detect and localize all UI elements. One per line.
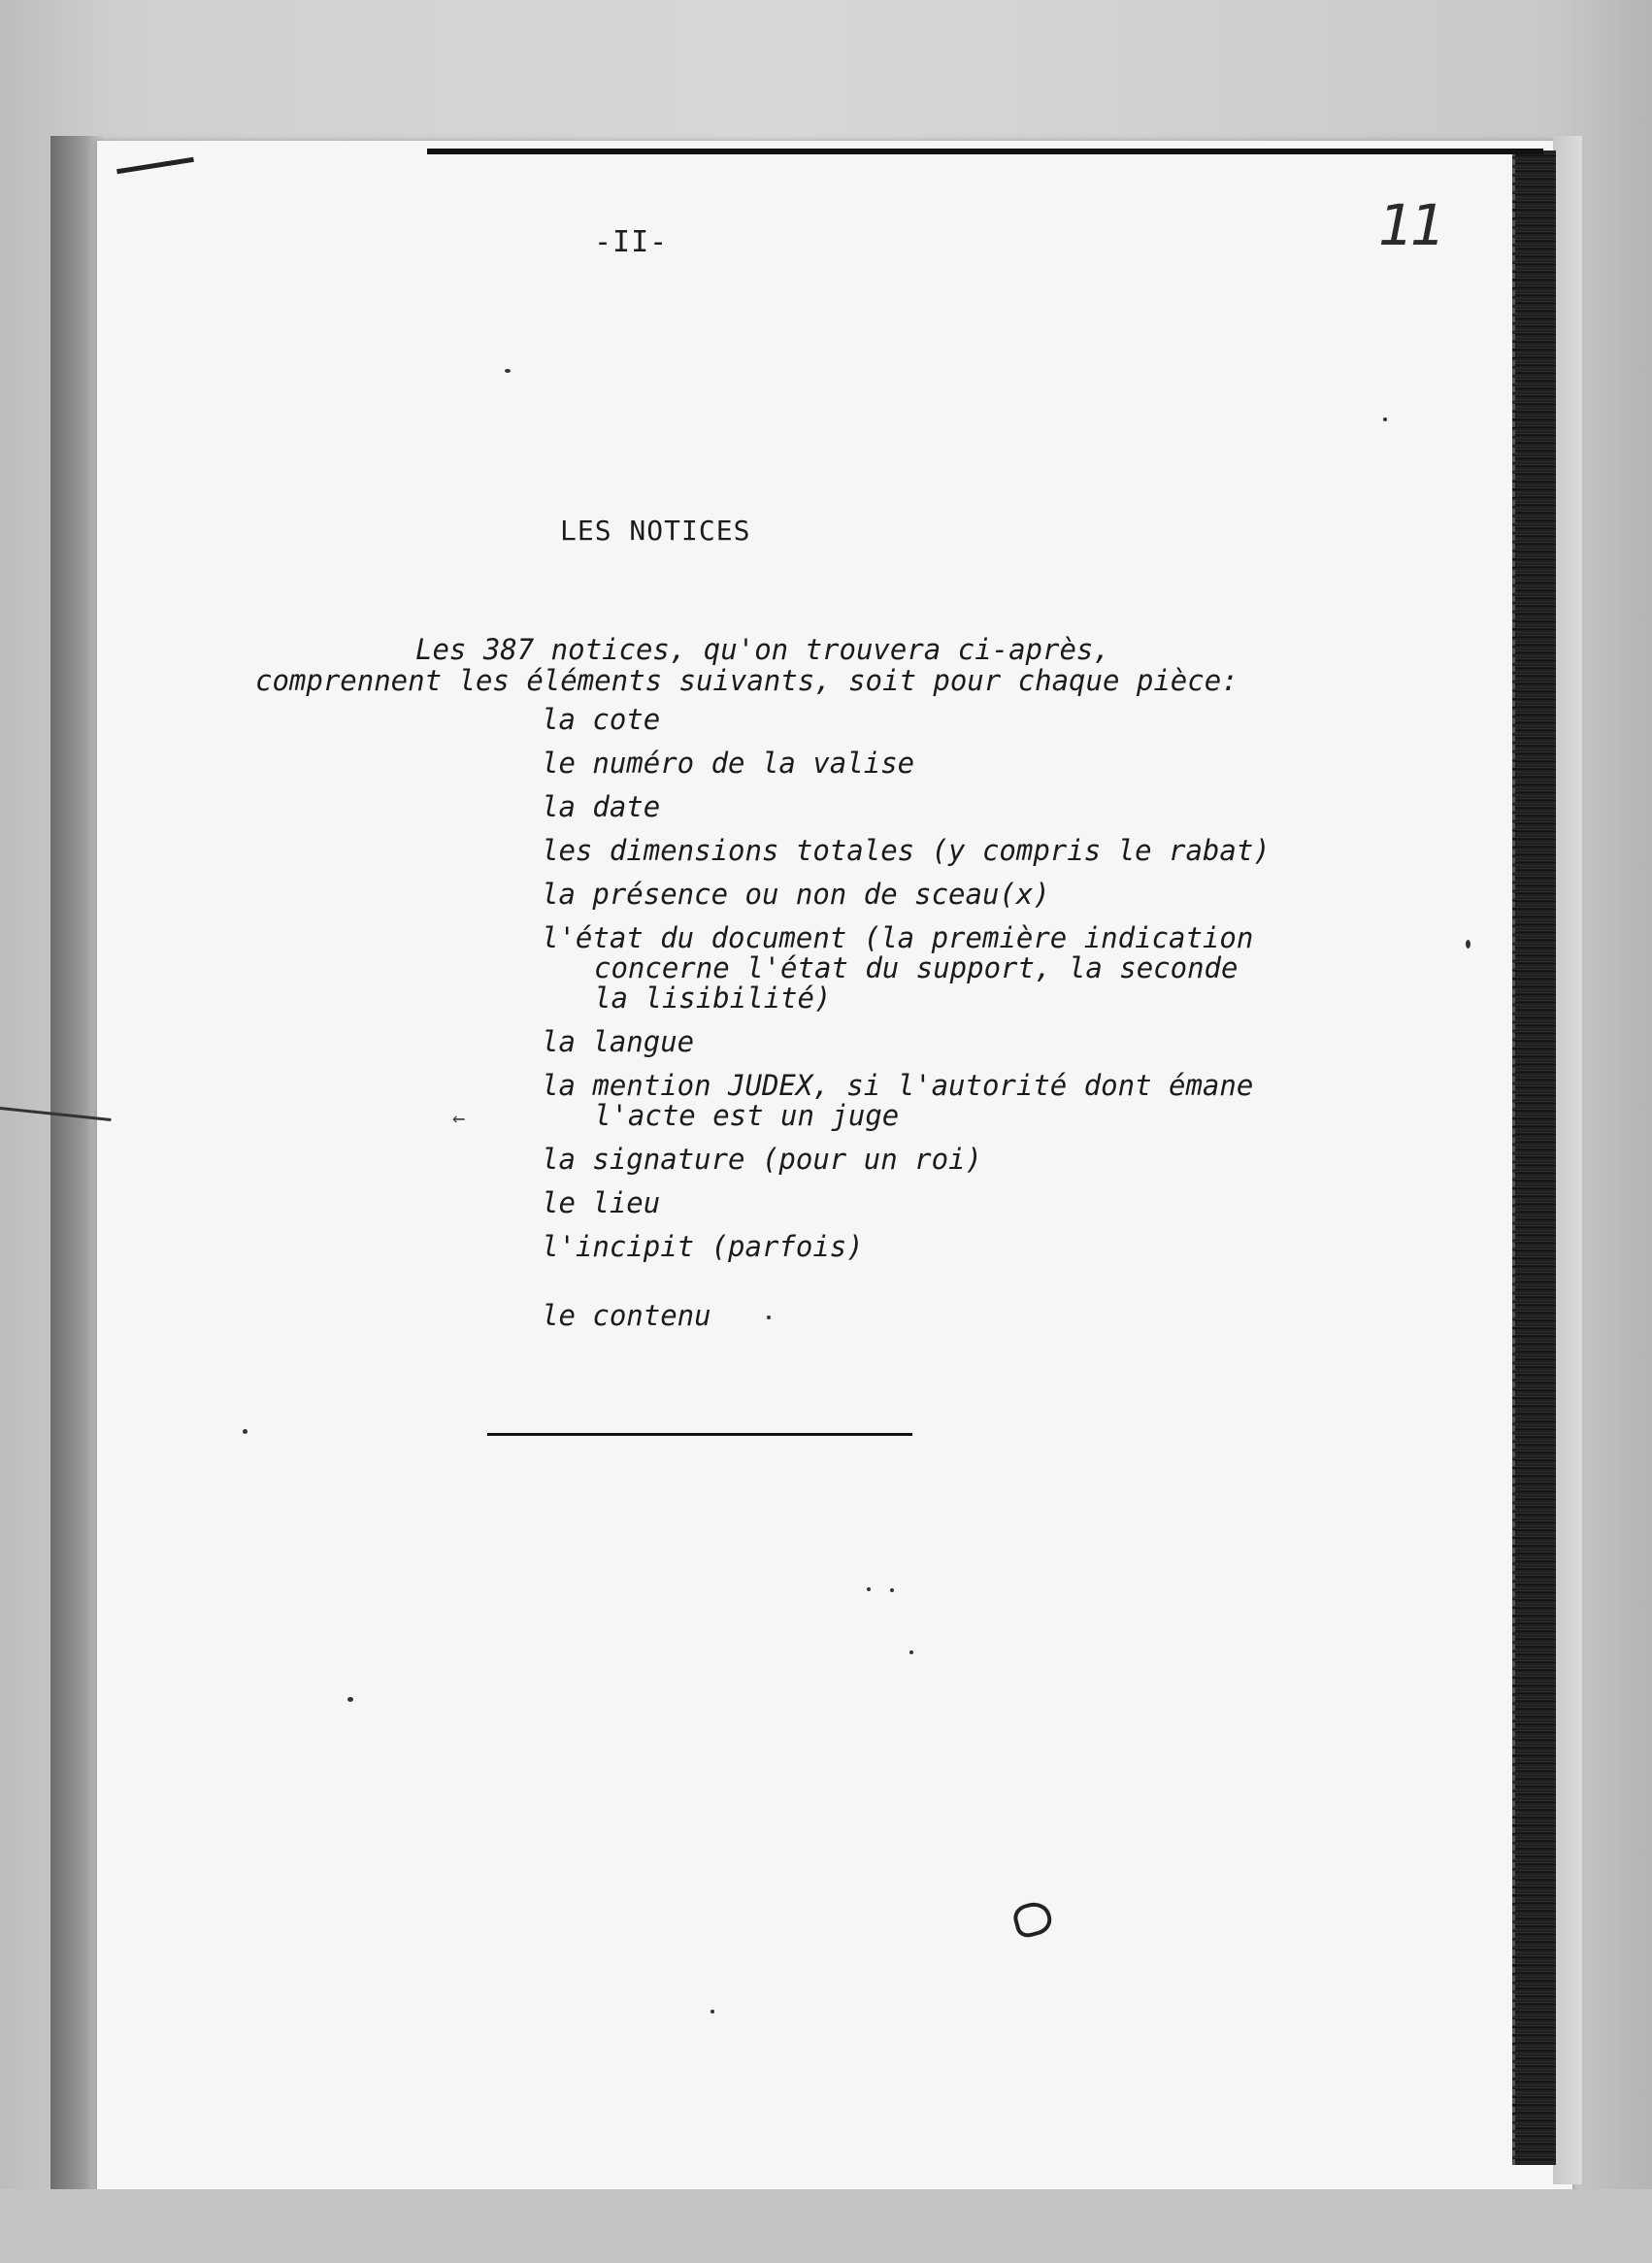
list-item: le lieu — [542, 1186, 661, 1219]
dust-speck — [1383, 417, 1387, 421]
page-number: -II- — [594, 225, 669, 259]
dust-speck — [767, 1315, 771, 1319]
margin-arrow-mark: ← — [452, 1107, 466, 1131]
list-item: la langue — [542, 1025, 695, 1058]
dust-speck — [909, 1650, 913, 1654]
page-right-margin — [1553, 136, 1582, 2184]
list-item: la présence ou non de sceau(x) — [542, 878, 1050, 911]
list-item: les dimensions totales (y compris le rabat) — [542, 834, 1271, 867]
list-item: la mention JUDEX, si l'autorité dont émane — [542, 1069, 1254, 1102]
scan-bottom-band — [0, 2189, 1652, 2263]
list-item: la date — [542, 790, 661, 823]
notice-elements-list — [542, 705, 1271, 1345]
dust-speck — [347, 1697, 353, 1702]
intro-line-2: comprennent les éléments suivants, soit pour chaque pièce: — [255, 664, 1239, 697]
dust-speck — [867, 1587, 871, 1591]
dust-speck — [1466, 940, 1470, 948]
top-edge-rule — [427, 149, 1543, 154]
dust-speck — [890, 1588, 894, 1592]
closing-rule — [487, 1433, 912, 1436]
list-item: la cote — [542, 703, 661, 736]
handwritten-folio-number: 11 — [1378, 192, 1442, 258]
intro-line-1: Les 387 notices, qu'on trouvera ci-après, — [415, 633, 1110, 666]
dust-speck — [243, 1429, 248, 1434]
list-item: l'état du document (la première indication — [542, 921, 1254, 954]
dust-speck — [505, 369, 511, 373]
list-item: la signature (pour un roi) — [542, 1143, 982, 1176]
list-item-continuation: concerne l'état du support, la seconde — [594, 951, 1239, 984]
section-heading: LES NOTICES — [560, 515, 751, 547]
list-item: l'incipit (parfois) — [542, 1230, 864, 1263]
list-item-continuation: la lisibilité) — [594, 982, 832, 1015]
list-item: le numéro de la valise — [542, 747, 915, 780]
page-right-dark-edge — [1512, 150, 1556, 2165]
list-item: le contenu — [542, 1299, 711, 1332]
dust-speck — [710, 2010, 714, 2013]
list-item-continuation: l'acte est un juge — [594, 1099, 900, 1132]
